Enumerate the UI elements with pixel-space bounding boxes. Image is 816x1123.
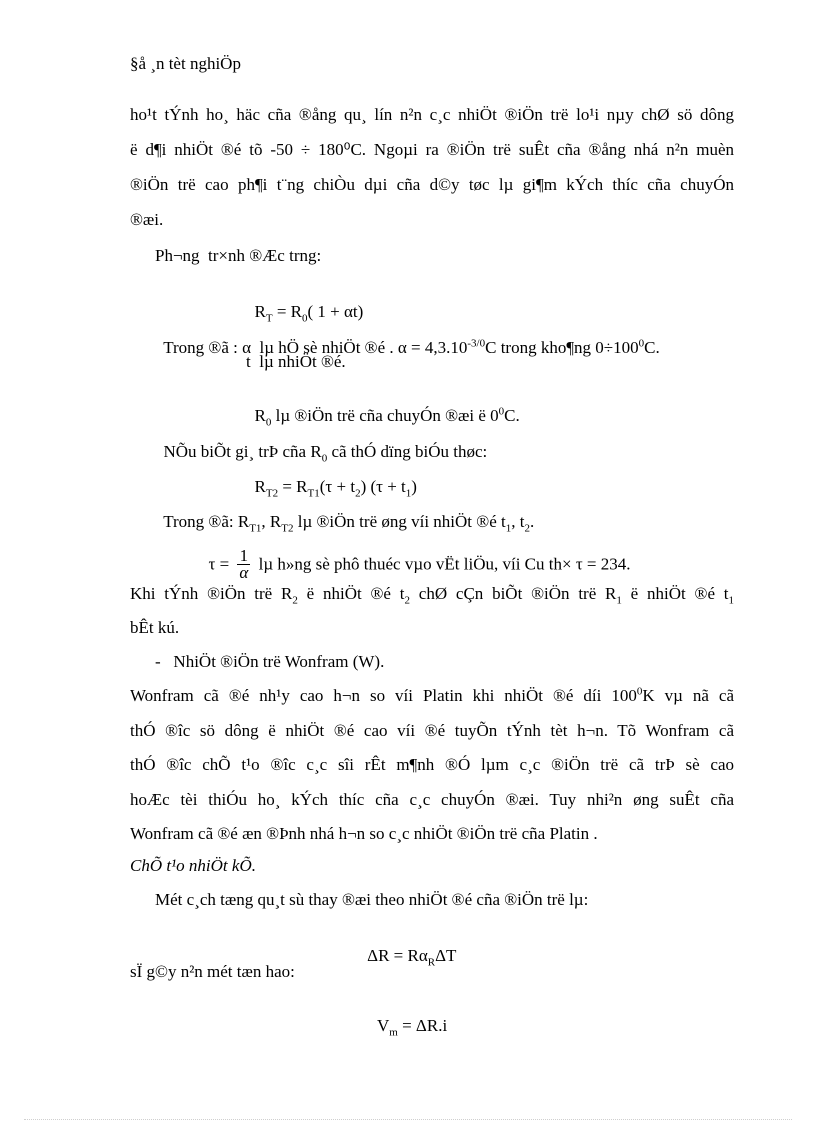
paragraph-line: Wonfram cã ®é æn ®Þnh nhá h¬n so c¸c nhiÖt ®iÖn trë cña Platin . bbox=[130, 824, 598, 843]
paragraph-line: Wonfram cã ®é nh¹y cao h¬n so víi Platin khi nhiÖt ®é díi $100^0K$ vµ nã cã bbox=[130, 685, 734, 705]
equation-intro: Ph¬ng tr×nh ®Æc trng: bbox=[155, 246, 322, 265]
paragraph-line: sÏ g©y n²n mét tæn hao: bbox=[130, 962, 295, 981]
paragraph-line: thÓ ®îc chÕ t¹o ®îc c¸c sîi rÊt m¶nh ®Ó lµm c¸c ®iÖn trë cã trÞ sè cao bbox=[130, 755, 734, 774]
paragraph-line: ë d¶i nhiÖt ®é tõ -50 ÷ 180⁰C. Ngoµi ra ®iÖn trë suÊt cña ®ång nhá n²n muèn bbox=[130, 140, 734, 159]
tau-definition-line: τ = $\frac{1}{\alpha}$ lµ h»ng sè phô thuéc vµo vËt liÖu, víi Cu th× τ = 234. bbox=[208, 546, 631, 582]
equation-rt2: $R_{T2} = R_{T1}(\tau + t_2) (\tau + t_1)$ bbox=[254, 477, 417, 500]
equation-vm: $V_m = \Delta R.i$ bbox=[377, 1016, 448, 1039]
bullet-item-wonfram: - NhiÖt ®iÖn trë Wonfram (W). bbox=[155, 652, 385, 671]
section-heading: ChÕ t¹o nhiÖt kÕ. bbox=[130, 856, 256, 875]
paragraph-line: ®iÖn trë cao ph¶i t¨ng chiÒu dµi cña d©y tøc lµ gi¶m kÝch thíc cña chuyÓn bbox=[130, 175, 734, 194]
paragraph-line: thÓ ®îc sö dông ë nhiÖt ®é cao víi ®é tuyÕn tÝnh tèt h¬n. Tõ Wonfram cã bbox=[130, 721, 734, 740]
where-alpha-line: Trong ®ã : α lµ hÖ sè nhiÖt ®é . $\alpha = 4,3.10^{-3/0}C$ trong kho¶ng $0\div 100^0C$. bbox=[163, 337, 660, 357]
know-r0-line: NÕu biÕt gi¸ trÞ cña $R_0$ cã thÓ dïng biÓu thøc: bbox=[163, 442, 488, 465]
equation-delta-r: $\Delta R = R\alpha_R\Delta T$ bbox=[367, 946, 457, 969]
fraction-one-over-alpha: $\frac{1}{\alpha}$ bbox=[239, 546, 249, 582]
paragraph-line: bÊt kú. bbox=[130, 618, 180, 637]
paragraph-line: ®æi. bbox=[130, 210, 164, 229]
where-r0-line: $R_0$ lµ ®iÖn trë cña chuyÓn ®æi ë $0^0C$. bbox=[254, 405, 520, 429]
paragraph-line: Khi tÝnh ®iÖn trë $R_2$ ë nhiÖt ®é $t_2$ chØ cÇn biÕt ®iÖn trë $R_1$ ë nhiÖt ®é $t_1$ bbox=[130, 584, 735, 607]
paragraph-line: Mét c¸ch tæng qu¸t sù thay ®æi theo nhiÖt ®é cña ®iÖn trë lµ: bbox=[155, 890, 589, 909]
where-t-line: t lµ nhiÖt ®é. bbox=[246, 352, 346, 371]
page-bottom-rule bbox=[24, 1119, 792, 1120]
paragraph-line: hoÆc tèi thiÓu ho¸ kÝch thíc cña c¸c chuyÓn ®æi. Tuy nhi²n øng suÊt cña bbox=[130, 790, 734, 809]
paragraph-line: ho¹t tÝnh ho¸ häc cña ®ång qu¸ lín n²n c¸c nhiÖt ®iÖn trë lo¹i nµy chØ sö dông bbox=[130, 105, 734, 124]
page-header: §å ¸n tèt nghiÖp bbox=[130, 54, 241, 73]
equation-rt: $R_T = R_0$( 1 + αt) bbox=[254, 302, 364, 325]
where-rt-line: Trong ®ã: $R_{T1}$, $R_{T2}$ lµ ®iÖn trë øng víi nhiÖt ®é $t_1$, $t_2$. bbox=[163, 512, 535, 535]
